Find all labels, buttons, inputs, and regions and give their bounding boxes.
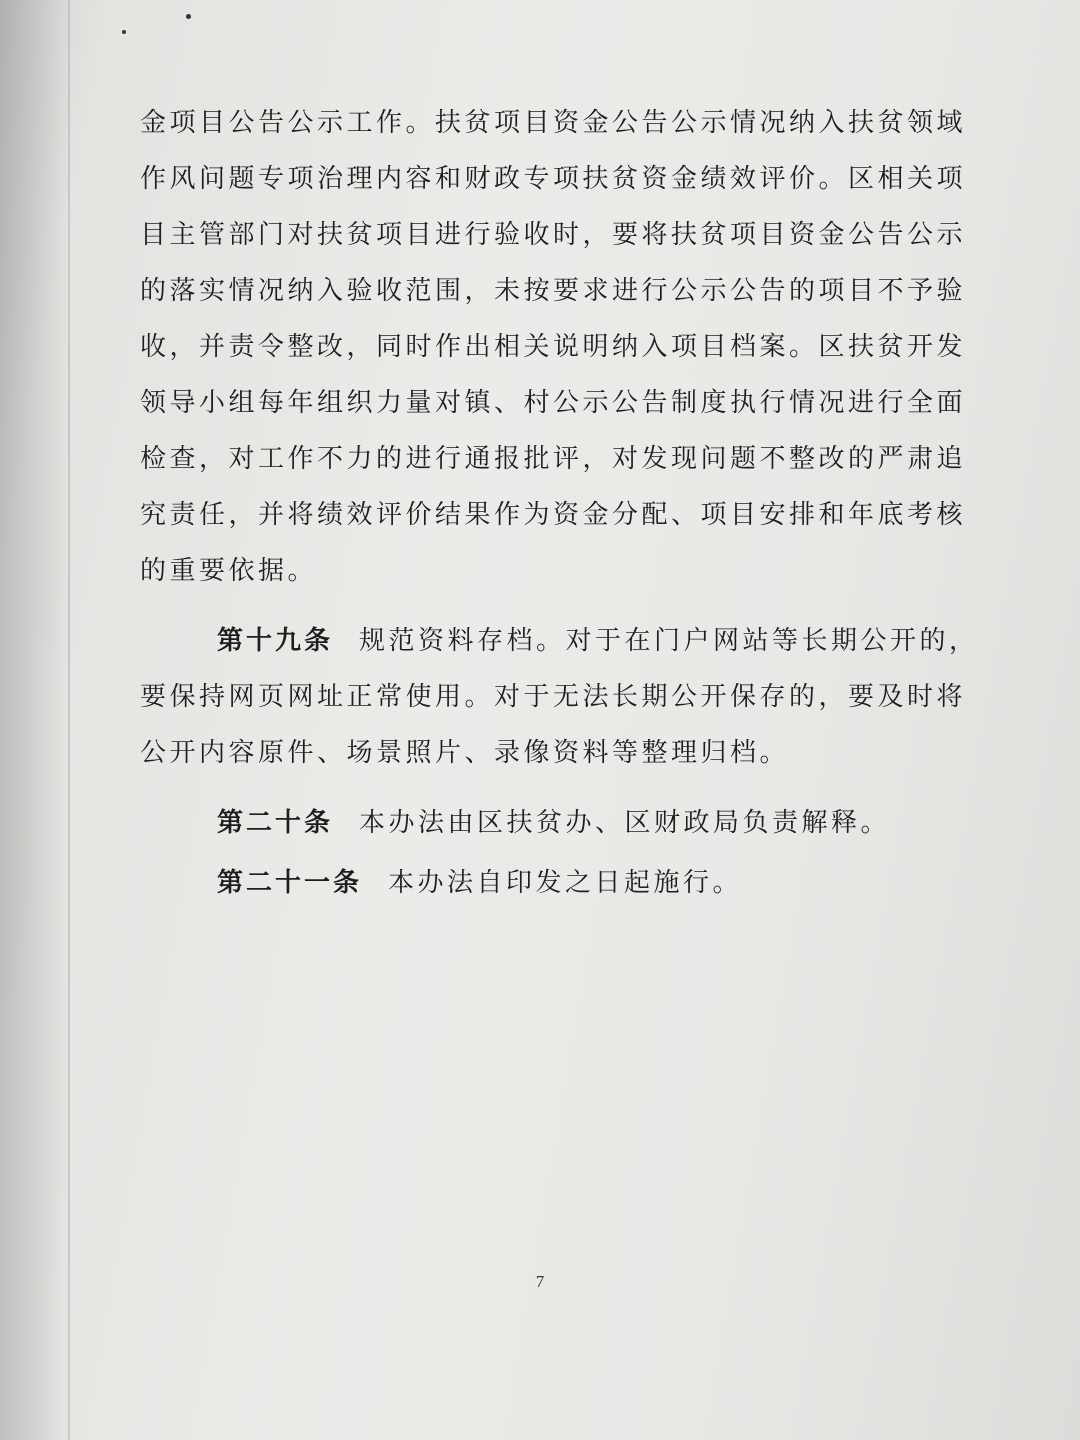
article-line: 要保持网页网址正常使用。对于无法长期公开保存的，要及时将 [140, 682, 967, 712]
article-text: 本办法由区扶贫办、区财政局负责解释。 [359, 808, 891, 838]
paragraph-line: 的重要依据。 [140, 556, 318, 586]
article-line: 公开内容原件、场景照片、录像资料等整理归档。 [140, 738, 790, 768]
article-text: 规范资料存档。对于在门户网站等长期公开的， [359, 626, 979, 656]
paragraph-line: 作风问题专项治理内容和财政专项扶贫资金绩效评价。区相关项 [140, 164, 967, 194]
paragraph-line: 的落实情况纳入验收范围，未按要求进行公示公告的项目不予验 [140, 276, 967, 306]
paragraph-line: 检查，对工作不力的进行通报批评，对发现问题不整改的严肃追 [140, 444, 967, 474]
paragraph-line: 金项目公告公示工作。扶贫项目资金公告公示情况纳入扶贫领域 [140, 108, 967, 138]
article-20 [140, 795, 965, 851]
page-edge-line [68, 0, 70, 1440]
page-edge-shadow [0, 0, 70, 1440]
article-21 [140, 855, 965, 911]
paper-speck [122, 30, 126, 34]
paragraph-line: 目主管部门对扶贫项目进行验收时，要将扶贫项目资金公告公示 [140, 220, 967, 250]
article-label: 第二十条 [217, 808, 334, 838]
article-label: 第二十一条 [217, 868, 363, 898]
article-text: 本办法自印发之日起施行。 [388, 868, 743, 898]
document-body [140, 95, 979, 911]
article-label: 第十九条 [217, 626, 334, 656]
paragraph-line: 收，并责令整改，同时作出相关说明纳入项目档案。区扶贫开发 [140, 332, 967, 362]
paragraph-line: 领导小组每年组织力量对镇、村公示公告制度执行情况进行全面 [140, 388, 967, 418]
paragraph-line: 究责任，并将绩效评价结果作为资金分配、项目安排和年底考核 [140, 500, 967, 530]
page-number: 7 [535, 1272, 545, 1291]
paper-speck [186, 14, 191, 19]
article-19 [140, 613, 979, 669]
